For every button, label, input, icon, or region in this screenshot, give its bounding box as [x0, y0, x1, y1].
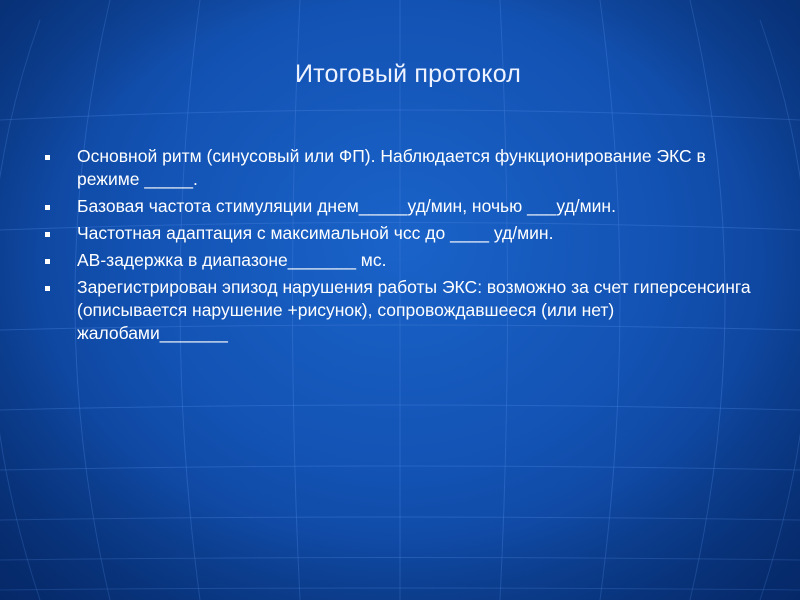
bullet-text: Базовая частота стимуляции днем_____уд/мин, ночью ___уд/мин. — [77, 196, 616, 216]
bullet-item — [45, 276, 765, 345]
slide-title: Итоговый протокол — [294, 60, 522, 88]
bullet-item — [45, 145, 765, 191]
bullet-text: Частотная адаптация с максимальной чсс до ____ уд/мин. — [77, 223, 554, 243]
square-bullet-icon — [45, 205, 50, 210]
bullet-list — [45, 145, 765, 349]
square-bullet-icon — [45, 286, 50, 291]
square-bullet-icon — [45, 155, 50, 160]
bullet-text: Зарегистрирован эпизод нарушения работы ЭКС: возможно за счет гиперсенсинга (описывается нарушение +рисунок), сопровождавшееся (или нет) жалобами_______ — [77, 277, 751, 343]
bullet-item — [45, 249, 765, 272]
square-bullet-icon — [45, 232, 50, 237]
bullet-text: Основной ритм (синусовый или ФП). Наблюдается функционирование ЭКС в режиме _____. — [77, 146, 706, 189]
bullet-text: АВ-задержка в диапазоне_______ мс. — [77, 250, 387, 270]
bullet-item — [45, 222, 765, 245]
bullet-item — [45, 195, 765, 218]
square-bullet-icon — [45, 259, 50, 264]
